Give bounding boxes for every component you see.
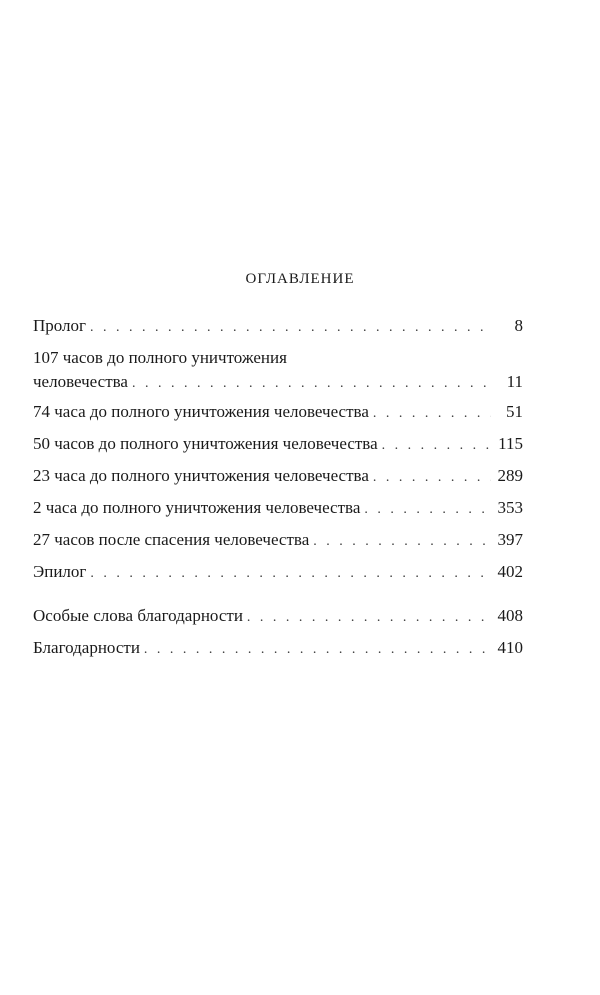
toc-page-number: 11 bbox=[506, 372, 523, 391]
toc-entry-107-hours[interactable] bbox=[33, 345, 523, 395]
toc-page-number: 408 bbox=[497, 606, 523, 625]
toc-page-number: 51 bbox=[506, 402, 523, 421]
toc-page-number: 353 bbox=[497, 498, 523, 517]
toc-entry-special-thanks[interactable] bbox=[33, 603, 523, 631]
toc-entry-title: 74 часа до полного уничтожения человечества bbox=[33, 402, 369, 421]
dot-leader bbox=[382, 433, 491, 459]
toc-entry-acknowledgements[interactable] bbox=[33, 635, 523, 663]
toc-entry-2-hours[interactable] bbox=[33, 495, 523, 523]
toc-entry-23-hours[interactable] bbox=[33, 463, 523, 491]
toc-page-number: 115 bbox=[498, 434, 523, 453]
toc-entry-title: Эпилог bbox=[33, 562, 87, 581]
toc-entry-title: 50 часов до полного уничтожения человечества bbox=[33, 434, 378, 453]
toc-title: оглавление bbox=[245, 263, 355, 288]
toc-entry-title: Благодарности bbox=[33, 638, 140, 657]
toc-entry-title: Пролог bbox=[33, 316, 87, 335]
toc-page-number: 8 bbox=[514, 316, 523, 335]
dot-leader bbox=[90, 315, 491, 341]
toc-entry-74-hours[interactable] bbox=[33, 399, 523, 427]
section-gap bbox=[33, 591, 523, 603]
toc-entry-title: Особые слова благодарности bbox=[33, 606, 243, 625]
dot-leader bbox=[144, 637, 491, 663]
toc-entry-prologue[interactable] bbox=[33, 313, 523, 341]
toc-entry-title: 107 часов до полного уничтожения bbox=[33, 348, 287, 367]
toc-entry-title: 27 часов после спасения человечества bbox=[33, 530, 310, 549]
toc-entry-title-continued: человечества bbox=[33, 372, 128, 391]
dot-leader bbox=[132, 373, 491, 395]
toc-page-number: 397 bbox=[497, 530, 523, 549]
toc-page-number: 410 bbox=[497, 638, 523, 657]
dot-leader bbox=[364, 497, 491, 523]
toc-entry-epilogue[interactable] bbox=[33, 559, 523, 587]
dot-leader bbox=[90, 561, 491, 587]
toc-page-number: 289 bbox=[497, 466, 523, 485]
dot-leader bbox=[313, 529, 491, 555]
table-of-contents bbox=[33, 313, 523, 667]
dot-leader bbox=[373, 465, 491, 491]
toc-page-number: 402 bbox=[497, 562, 523, 581]
toc-entry-title: 2 часа до полного уничтожения человечества bbox=[33, 498, 361, 517]
dot-leader bbox=[373, 401, 491, 427]
toc-entry-50-hours[interactable] bbox=[33, 431, 523, 459]
toc-entry-title: 23 часа до полного уничтожения человечества bbox=[33, 466, 369, 485]
dot-leader bbox=[247, 605, 491, 631]
toc-entry-27-hours-after[interactable] bbox=[33, 527, 523, 555]
